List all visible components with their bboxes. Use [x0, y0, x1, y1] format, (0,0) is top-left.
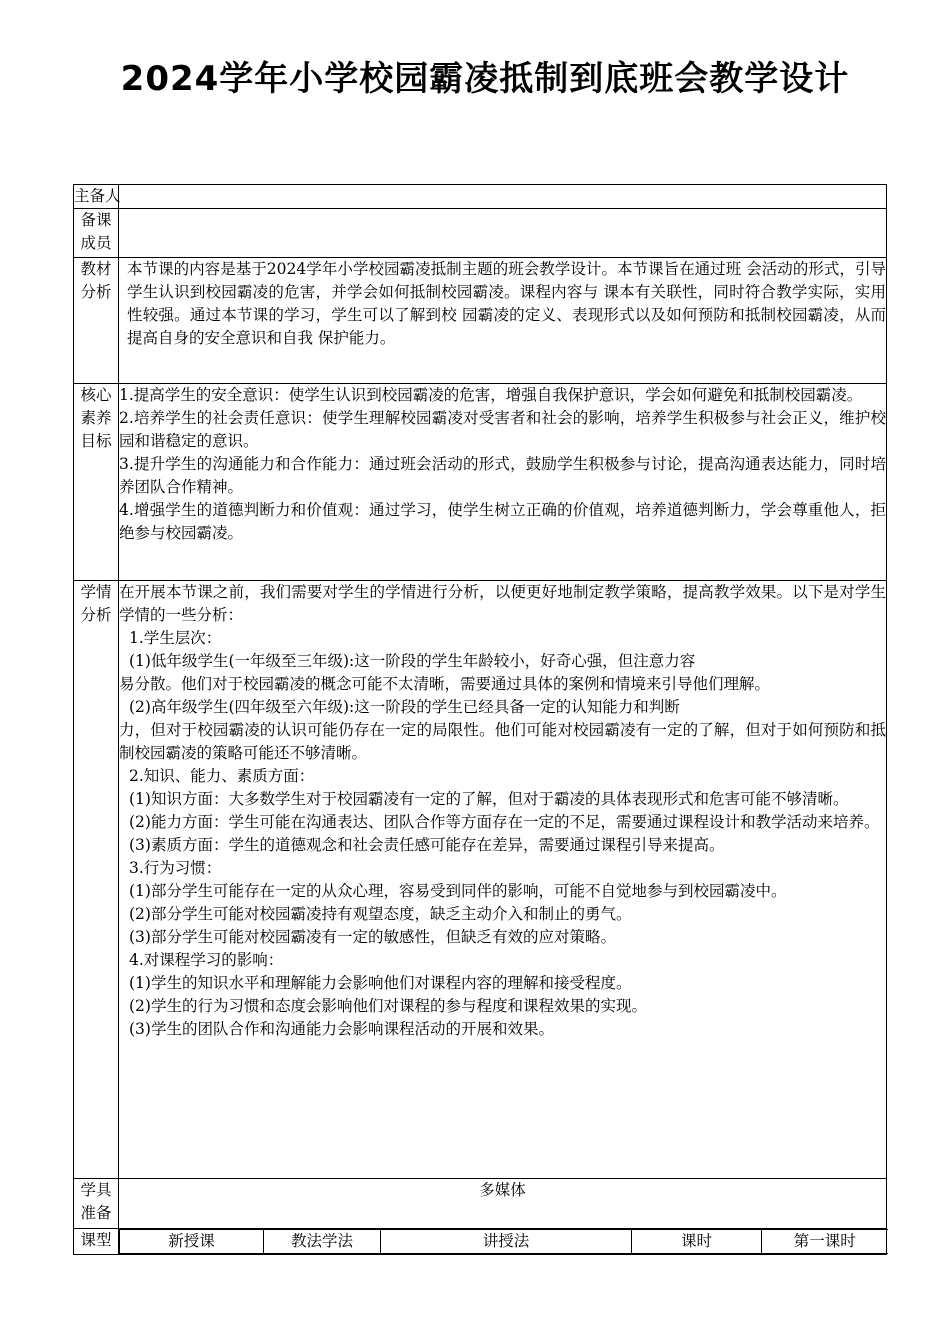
course-method: 讲授法: [381, 1230, 632, 1254]
goal-item: 4.增强学生的道德判断力和价值观：通过学习，使学生树立正确的价值观，培养道德判断力，学会尊重他人，拒绝参与校园霸凌。: [119, 501, 886, 542]
analysis-paragraph: (1)低年级学生(一年级至三年级):这一阶段的学生年龄较小，好奇心强，但注意力容: [129, 652, 696, 670]
analysis-heading: 1.学生层次：: [129, 629, 222, 647]
row-goals: [74, 384, 887, 581]
course-hours-label: 课时: [632, 1230, 762, 1254]
analysis-paragraph: 易分散。他们对于校园霸凌的概念可能不太清晰，需要通过具体的案例和情境来引导他们理解。: [119, 675, 771, 693]
goal-item: 1.提高学生的安全意识：使学生认识到校园霸凌的危害，增强自我保护意识，学会如何避免和抵制校园霸凌。: [119, 386, 863, 404]
analysis-paragraph: (3)素质方面：学生的道德观念和社会责任感可能存在差异，需要通过课程引导来提高。: [129, 836, 725, 854]
analysis-paragraph: 力，但对于校园霸凌的认识可能仍存在一定的局限性。他们可能对校园霸凌有一定的了解，但对于如何预防和抵制校园霸凌的策略可能还不够清晰。: [119, 721, 886, 762]
analysis-text: [119, 581, 887, 1179]
goal-item: 3.提升学生的沟通能力和合作能力：通过班会活动的形式，鼓励学生积极参与讨论，提高沟通表达能力，同时培养团队合作精神。: [119, 455, 886, 496]
material-text: [119, 258, 887, 384]
row-lead: [74, 185, 887, 209]
goals-list: [119, 384, 887, 581]
analysis-intro: 在开展本节课之前，我们需要对学生的学情进行分析，以便更好地制定教学策略，提高教学效果。以下是对学生学情的一些分析：: [119, 583, 886, 624]
goal-item: 2.培养学生的社会责任意识：使学生理解校园霸凌对受害者和社会的影响，培养学生积极参与社会正义，维护校园和谐稳定的意识。: [119, 409, 886, 450]
analysis-paragraph: (2)学生的行为习惯和态度会影响他们对课程的参与程度和课程效果的实现。: [129, 997, 647, 1015]
analysis-paragraph: (2)高年级学生(四年级至六年级):这一阶段的学生已经具备一定的认知能力和判断: [129, 698, 680, 716]
label-tools: 学具准备: [74, 1179, 119, 1229]
analysis-paragraph: (3)学生的团队合作和沟通能力会影响课程活动的开展和效果。: [129, 1020, 554, 1038]
label-goals: 核心素养目标: [74, 384, 119, 581]
label-members: 备课成员: [74, 209, 119, 258]
row-course: [74, 1229, 887, 1255]
course-details: [119, 1229, 887, 1255]
analysis-paragraph: (1)知识方面：大多数学生对于校园霸凌有一定的了解，但对于霸凌的具体表现形式和危害可能不够清晰。: [129, 790, 849, 808]
analysis-paragraph: (1)学生的知识水平和理解能力会影响他们对课程内容的理解和接受程度。: [129, 974, 632, 992]
analysis-heading: 3.行为习惯：: [129, 859, 222, 877]
row-material: [74, 258, 887, 384]
label-course: 课型: [74, 1229, 119, 1255]
analysis-heading: 2.知识、能力、素质方面：: [129, 767, 315, 785]
label-analysis: 学情分析: [74, 581, 119, 1179]
course-type: 新授课: [120, 1230, 264, 1254]
value-members: [119, 209, 887, 258]
label-material: 教材分析: [74, 258, 119, 384]
row-tools: [74, 1179, 887, 1229]
analysis-paragraph: (3)部分学生可能对校园霸凌有一定的敏感性，但缺乏有效的应对策略。: [129, 928, 616, 946]
row-analysis: [74, 581, 887, 1179]
analysis-paragraph: (1)部分学生可能存在一定的从众心理，容易受到同伴的影响，可能不自觉地参与到校园霸凌中。: [129, 882, 787, 900]
material-paragraph: 本节课的内容是基于2024学年小学校园霸凌抵制主题的班会教学设计。本节课旨在通过班 会活动的形式，引导学生认识到校园霸凌的危害，并学会如何抵制校园霸凌。课程内容与 课本有关联性，同时符合教学实际，实用性较强。通过本节课的学习，学生可以了解到校 园霸凌的定义、表现形式以及如何预防和抵制校园霸凌，从而提高自身的安全意识和自我 保护能力。: [127, 260, 886, 347]
analysis-paragraph: (2)部分学生可能对校园霸凌持有观望态度，缺乏主动介入和制止的勇气。: [129, 905, 632, 923]
lesson-plan-table: [73, 184, 887, 1255]
analysis-paragraph: (2)能力方面：学生可能在沟通表达、团队合作等方面存在一定的不足，需要通过课程设计和教学活动来培养。: [129, 813, 880, 831]
course-method-label: 教法学法: [264, 1230, 381, 1254]
analysis-heading: 4.对课程学习的影响：: [129, 951, 284, 969]
course-inner-table: [119, 1229, 888, 1254]
label-lead: 主备人: [74, 185, 119, 209]
document-title: 2024学年小学校园霸凌抵制到底班会教学设计: [120, 59, 850, 99]
value-tools: 多媒体: [119, 1179, 887, 1229]
row-members: [74, 209, 887, 258]
value-lead: [119, 185, 887, 209]
course-hours: 第一课时: [762, 1230, 888, 1254]
